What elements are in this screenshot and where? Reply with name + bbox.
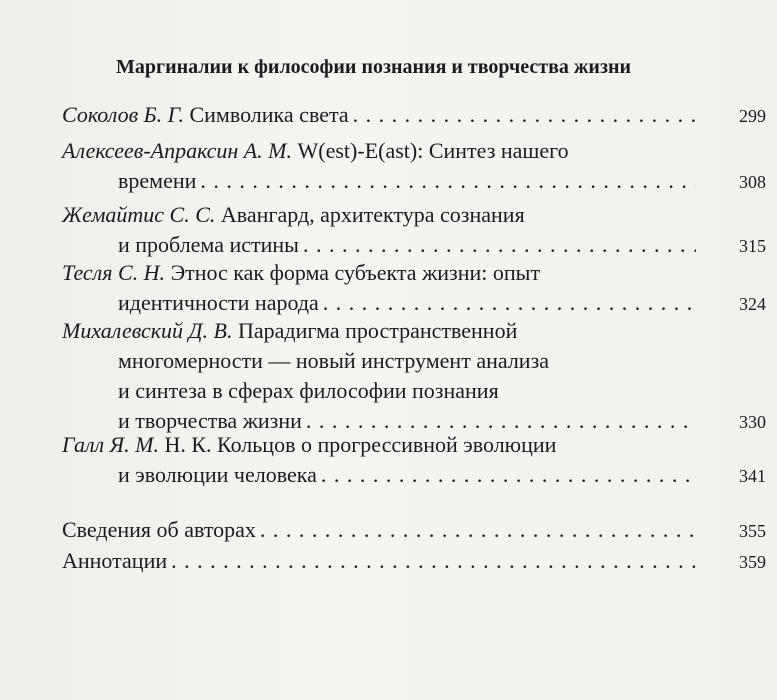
entry-title-cont: и синтеза в сферах философии познания [118, 378, 499, 403]
entry-author: Алексеев-Апраксин А. М. [62, 138, 293, 163]
entry-author: Галл Я. М. [62, 432, 159, 457]
entry-author: Жемайтис С. С. [62, 202, 216, 227]
toc-entry-annotations[interactable] [62, 546, 766, 576]
toc-entry[interactable] [62, 430, 766, 490]
entry-page-number: 330 [739, 412, 766, 432]
entry-page-number: 308 [739, 172, 766, 192]
section-heading: Маргиналии к философии познания и творчества жизни [116, 56, 632, 78]
entry-page-number: 315 [739, 236, 766, 256]
toc-entry[interactable] [62, 200, 766, 260]
entry-title-cont: и проблема истины [118, 232, 299, 257]
entry-title-cont: и эволюции человека [118, 462, 317, 487]
toc-entry[interactable] [62, 100, 766, 130]
entry-title: Авангард, архитектура сознания [220, 202, 525, 227]
entry-title: Аннотации [62, 548, 168, 573]
entry-title: Сведения об авторах [62, 517, 256, 542]
entry-author: Соколов Б. Г. [62, 102, 184, 127]
entry-title: Парадигма пространственной [237, 318, 518, 343]
entry-page-number: 355 [739, 521, 766, 541]
entry-title-cont: идентичности народа [118, 290, 319, 315]
entry-title-cont: многомерности — новый инструмент анализа [118, 348, 550, 373]
toc-entry-authors-info[interactable] [62, 515, 766, 545]
entry-title: Н. К. Кольцов о прогрессивной эволюции [164, 432, 557, 457]
entry-page-number: 341 [739, 466, 766, 486]
entry-title-cont: и творчества жизни [118, 408, 302, 433]
entry-page-number: 324 [739, 294, 766, 314]
entry-title: W(est)-E(ast): Синтез нашего [297, 138, 569, 163]
entry-page-number: 299 [739, 106, 766, 126]
entry-author: Михалевский Д. В. [62, 318, 233, 343]
toc-entry[interactable] [62, 258, 766, 318]
toc-entry[interactable] [62, 136, 766, 196]
entry-title: Этнос как форма субъекта жизни: опыт [170, 260, 541, 285]
entry-author: Тесля С. Н. [62, 260, 166, 285]
entry-page-number: 359 [739, 552, 766, 572]
entry-title: Символика света [189, 102, 349, 127]
toc-entry[interactable] [62, 316, 766, 436]
entry-title-cont: времени [118, 168, 197, 193]
